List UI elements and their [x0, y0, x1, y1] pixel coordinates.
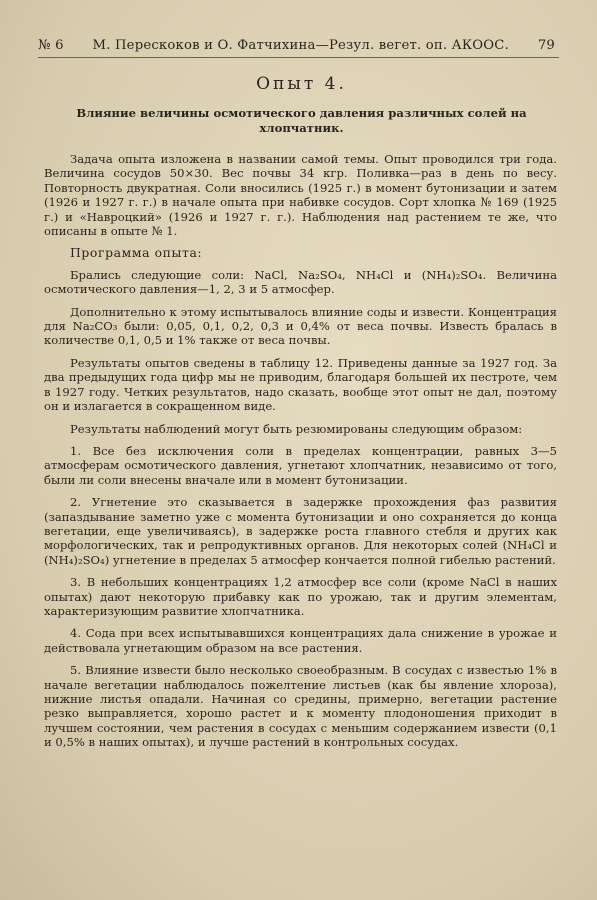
paragraph-soda-lime: Дополнительно к этому испытывалось влияние соды и извести. Концентрация для Na₂CO₃ были: 0,05, 0,1, 0,2, 0,3 и 0,4% от веса почвы. Известь бралась в количестве 0,1, 0,5 и 1% также от веса почвы. [44, 304, 557, 348]
issue-number: № 6 [38, 38, 64, 53]
paragraph-task: Задача опыта изложена в названии самой темы. Опыт проводился три года. Величина сосудов 50×30. Вес почвы 34 кгр. Поливка—раз в день по весу. Повторность двукратная. Соли вносились (1925 г.) в момент бутонизации и затем (1926 и 1927 г. г.) в начале опыта при набивке сосудов. Сорт хлопка № 169 (1925 г.) и «Навроцкий» (1926 и 1927 г. г.). Наблюдения над растением те же, что описаны в опыте № 1. [44, 152, 557, 239]
experiment-subtitle: Влияние величины осмотического давления различных солей на хлопчатник. [76, 106, 527, 135]
paragraph-summary-intro: Результаты наблюдений могут быть резюмированы следующим образом: [70, 421, 523, 436]
paragraph-salts: Брались следующие соли: NaCl, Na₂SO₄, NH₄Cl и (NH₄)₂SO₄. Величина осмотического давления—1, 2, 3 и 5 атмосфер. [44, 267, 557, 297]
paragraph-point-5: 5. Влияние извести было несколько своеобразным. В сосудах с известью 1% в начале вегетации наблюдалось пожелтение листьев (как бы явление хлороза), нижние листья опадали. Начиная со средины, примерно, вегетации растение резко выправляется, хорошо растет и к моменту плодоношения приходит в лучшем состоянии, чем растения в сосудах с меньшим содержанием извести (0,1 и 0,5% в наших опытах), и лучше растений в контрольных сосудах. [44, 663, 557, 750]
paragraph-program-heading: Программа опыта: [70, 245, 203, 261]
page-number: 79 [537, 38, 555, 53]
paragraph-point-4: 4. Сода при всех испытывавшихся концентрациях дала снижение в урожае и действовала угнетающим образом на все растения. [44, 626, 557, 655]
running-title: М. Перескоков и О. Фатчихина—Резул. вегет. оп. АКООС. [92, 38, 509, 53]
experiment-title: Опыт 4. [256, 74, 347, 94]
paragraph-point-2: 2. Угнетение это сказывается в задержке прохождения фаз развития (запаздывание заметно уже с момента бутонизации и оно сохраняется до конца вегетации, еще увеличиваясь), в задержке роста главного стебля и других как морфологических, так и репродуктивных органов. Для некоторых солей (NH₄Cl и (NH₄)₂SO₄) угнетение в пределах 5 атмосфер кончается полной гибелью растений. [44, 495, 557, 567]
paragraph-point-1: 1. Все без исключения соли в пределах концентрации, равных 3—5 атмосферам осмотического давления, угнетают хлопчатник, независимо от того, были ли соли внесены вначале или в момент бутонизации. [44, 443, 557, 487]
paragraph-point-3: 3. В небольших концентрациях 1,2 атмосфер все соли (кроме NaCl в наших опытах) дают некоторую прибавку как по урожаю, так и другим элементам, характеризующим развитие хлопчатника. [44, 575, 557, 618]
running-header [38, 38, 559, 58]
paragraph-results: Результаты опытов сведены в таблицу 12. Приведены данные за 1927 год. За два предыдущих года цифр мы не приводим, благодаря большей их пестроте, чем в 1927 году. Четких результатов, надо сказать, вообще этот опыт не дал, поэтому он и излагается в сокращенном виде. [44, 355, 557, 414]
